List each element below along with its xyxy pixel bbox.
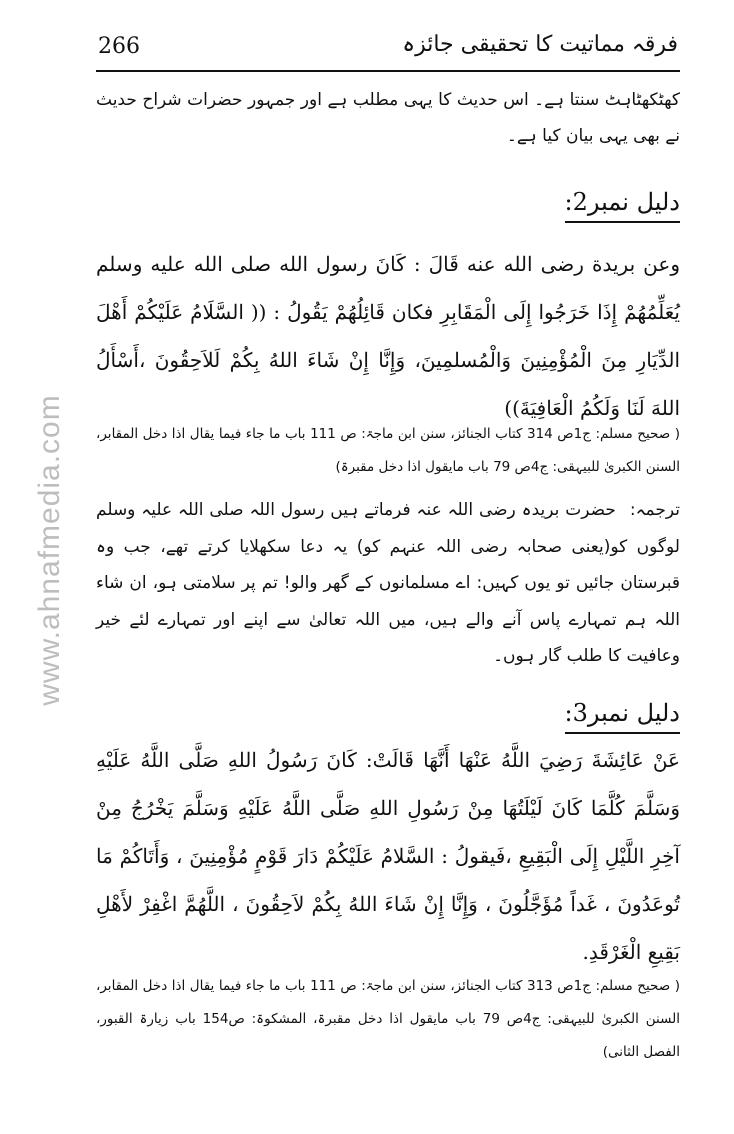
translation-label: ترجمہ: (629, 500, 680, 520)
book-title: فرقہ مماتیت کا تحقیقی جائزہ (402, 32, 678, 57)
dalil-3-heading: دلیل نمبر3: (565, 696, 680, 734)
dalil-2-arabic-text: وعن بريدة رضى الله عنه قَالَ : كَانَ رسول الله صلى الله عليه وسلم يُعَلِّمُهُمْ إِذَا خَرَجُوا إِلَى الْمَقَابِرِ فكان قَائِلُهُمْ يَقُولُ : (( السَّلَامُ عَلَيْكُمْ أَهْلَ الدِّيَارِ مِنَ الْمُؤْمِنِينَ وَالْمُسلمِينَ، وَإِنَّا إِنْ شَاءَ اللهُ بِكُمْ لَلاَحِقُونَ ،أَسْأَلُ اللهَ لَنَا وَلَكُمُ الْعَافِيَةَ)) (96, 252, 680, 420)
dalil-2-translation (96, 492, 680, 675)
watermark-text: www.ahnafmedia.com (33, 394, 66, 706)
watermark (20, 360, 80, 740)
dalil-2-heading: دلیل نمبر2: (565, 185, 680, 223)
book-page (96, 30, 680, 1110)
page-number: 266 (98, 34, 140, 59)
translation-text: حضرت بریدہ رضی اللہ عنہ فرماتے ہیں رسول اللہ صلی اللہ علیہ وسلم لوگوں کو(یعنی صحابہ رضی اللہ عنہم کو) یہ دعا سکھلایا کرتے تھے، جب وہ قبرستان جائیں تو یوں کہیں: اے مسلمانوں کے گھر والو! تم پر سلامتی ہو، ان شاء اللہ ہم تمہارے پاس آنے والے ہیں، میں اللہ تعالیٰ سے اپنے اور تمہارے لئے خیر وعافیت کا طلب گار ہوں۔ (96, 500, 680, 666)
page-header (96, 30, 680, 72)
dalil-2-reference: ( صحیح مسلم: ج1ص 314 کتاب الجنائز، سنن ابن ماجۃ: ص 111 باب ما جاء فیما یقال اذا دخل المقابر، السنن الکبریٰ للبیہقی: ج4ص 79 باب مایقول اذا دخل مقبرۃ) (96, 426, 680, 475)
intro-paragraph: کھٹکھٹاہٹ سنتا ہے۔ اس حدیث کا یہی مطلب ہے اور جمہور حضرات شراح حدیث نے بھی یہی بیان کیا ہے۔ (96, 90, 680, 146)
dalil-3-arabic-text: عَنْ عَائِشَةَ رَضِيَ اللَّهُ عَنْهَا أَنَّهَا قَالَتْ: كَانَ رَسُولُ اللهِ صَلَّى اللَّهُ عَلَيْهِ وَسَلَّمَ كُلَّمَا كَانَ لَيْلَتُهَا مِنْ رَسُولِ اللهِ صَلَّى اللَّهُ عَلَيْهِ وَسَلَّمَ يَخْرُجُ مِنْ آخِرِ اللَّيْلِ إِلَى الْبَقِيعِ ،فَيقولُ : السَّلامُ عَلَيْكُمْ دَارَ قَوْمٍ مُؤْمِنِينَ ، وَأَتَاكُمْ مَا تُوعَدُونَ ، غَداً مُؤَجَّلُونَ ، وَإِنَّا إِنْ شَاءَ اللهُ بِكُمْ لاَحِقُونَ ، اللَّهُمَّ اغْفِرْ لأَهْلِ بَقِيعِ الْغَرْقَدِ. (96, 748, 680, 964)
dalil-3-reference: ( صحیح مسلم: ج1ص 313 کتاب الجنائز، سنن ابن ماجۃ: ص 111 باب ما جاء فیما یقال اذا دخل المقابر، السنن الکبریٰ للبیہقی: ج4ص 79 باب مایقول اذا دخل مقبرۃ، المشکوۃ: ص154 باب زیارۃ القبور، الفصل الثانی) (96, 978, 680, 1060)
